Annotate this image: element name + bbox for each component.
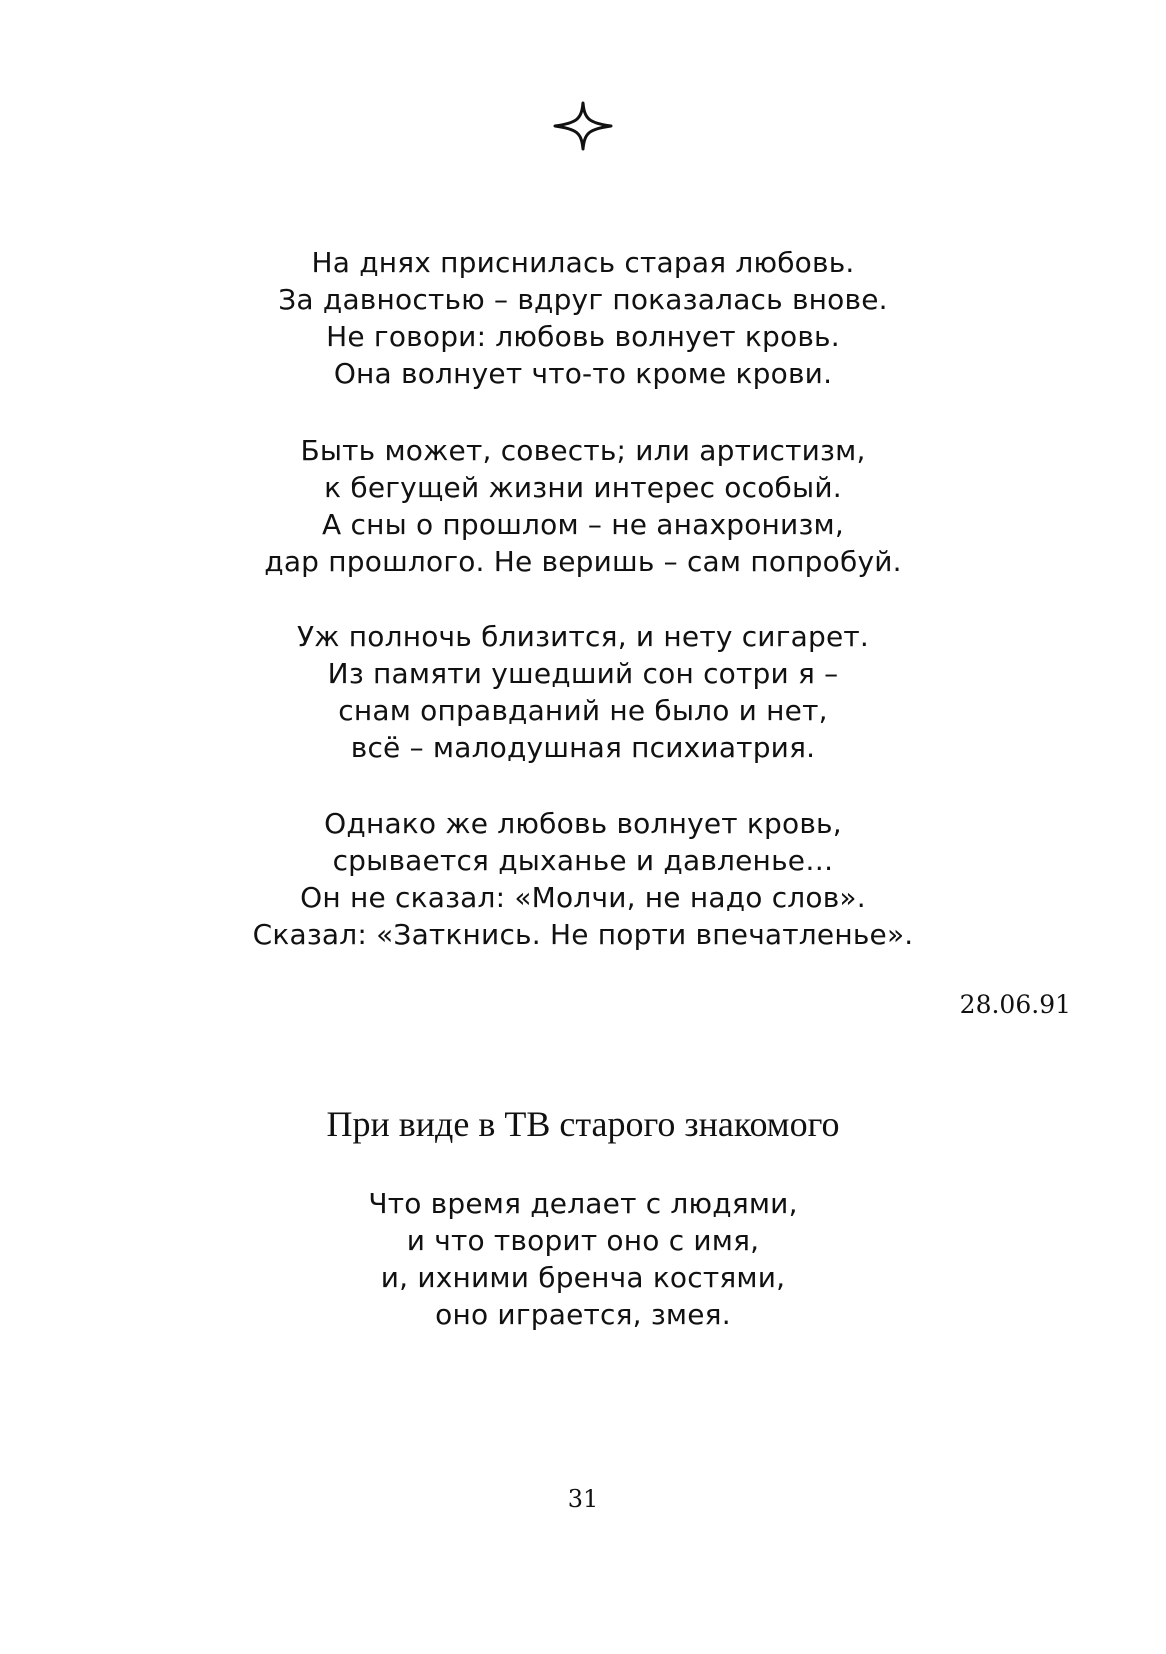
poem1-stanza-4	[0, 805, 1166, 953]
poem-line: Из памяти ушедший сон сотри я –	[327, 657, 839, 690]
poem-line: снам оправданий не было и нет,	[338, 694, 828, 727]
poem-line: Она волнует что-то кроме крови.	[333, 357, 833, 390]
poem-line: и что творит оно с имя,	[406, 1224, 760, 1257]
poem-line: Сказал: «Заткнись. Не порти впечатленье».	[252, 918, 914, 951]
poem-line: На днях приснилась старая любовь.	[311, 246, 855, 279]
poem-line: Что время делает с людями,	[368, 1187, 798, 1220]
poem-line: всё – малодушная психиатрия.	[350, 731, 816, 764]
poem-line: срывается дыханье и давленье…	[332, 844, 834, 877]
poem-line: и, ихними бренча костями,	[380, 1261, 786, 1294]
poem-line: Он не сказал: «Молчи, не надо слов».	[300, 881, 866, 914]
four-point-star-icon	[553, 101, 613, 151]
poem-line: За давностью – вдруг показалась внове.	[278, 283, 888, 316]
poem-line: Быть может, совесть; или артистизм,	[300, 434, 866, 467]
poem1-stanza-3	[0, 618, 1166, 766]
poem-line: А сны о прошлом – не анахронизм,	[322, 508, 844, 541]
poem-line: Не говори: любовь волнует кровь.	[326, 320, 840, 353]
poem1-stanza-2	[0, 432, 1166, 580]
poem-date: 28.06.91	[959, 990, 1071, 1019]
poem-line: к бегущей жизни интерес особый.	[324, 471, 842, 504]
poem-line: Уж полночь близится, и нету сигарет.	[297, 620, 869, 653]
page-number: 31	[567, 1485, 599, 1513]
poem-line: оно играется, змея.	[435, 1298, 731, 1331]
poem1-stanza-1	[0, 244, 1166, 392]
poem-line: Однако же любовь волнует кровь,	[324, 807, 842, 840]
poem-line: дар прошлого. Не веришь – сам попробуй.	[264, 545, 902, 578]
poem-title: При виде в ТВ старого знакомого	[326, 1104, 840, 1144]
poem2-stanza-1	[0, 1185, 1166, 1333]
